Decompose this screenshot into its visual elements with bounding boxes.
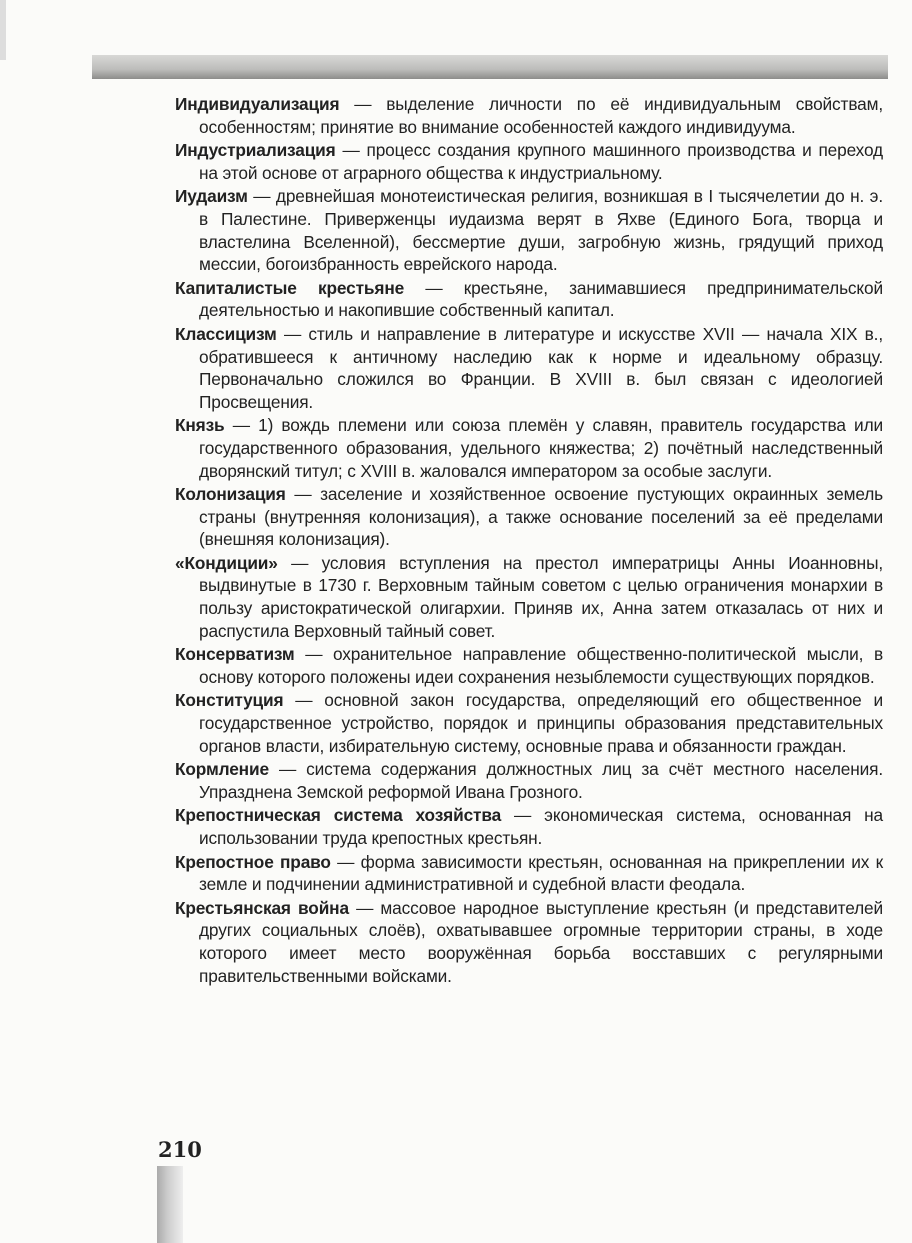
entry-definition: — условия вступления на престол императрицы Анны Иоанновны, выдвинутые в 1730 г. Верховным тайным советом с целью ограничения монархии в пользу аристократической олигархии. Приняв их, Анна затем отказалась от них и распустила Верховный тайный совет. [199, 552, 883, 641]
entry-term: «Кондиции» [175, 552, 278, 573]
entry-term: Индустриализация [175, 140, 336, 161]
entry-term: Классицизм [175, 323, 277, 344]
entry-definition: — выделение личности по её индивидуальным свойствам, особенностям; принятие во внимание особенностей каждого индивидуума. [199, 94, 883, 137]
glossary-entry [175, 758, 883, 803]
entry-term: Кормление [175, 759, 269, 780]
glossary-entry [175, 804, 883, 849]
glossary-entry [175, 897, 883, 987]
entry-term: Крепостническая система хозяйства [175, 805, 502, 826]
glossary-entry [175, 323, 883, 413]
glossary-entry [175, 552, 883, 642]
glossary-entry [175, 139, 883, 184]
entry-term: Князь [175, 415, 225, 436]
entry-term: Крестьянская война [175, 897, 349, 918]
entry-term: Иудаизм [175, 186, 248, 207]
glossary-entry [175, 643, 883, 688]
glossary-entry [175, 185, 883, 275]
page-number: 210 [158, 1137, 202, 1162]
entry-definition: — охранительное направление общественно-политической мысли, в основу которого положены идеи сохранения незыблемости существующих порядков. [199, 644, 883, 687]
entry-term: Консерватизм [175, 644, 295, 665]
entry-term: Крепостное право [175, 851, 331, 872]
entry-definition: — стиль и направление в литературе и искусстве XVII — начала XIX в., обратившееся к античному наследию как к норме и идеальному образцу. Первоначально сложился во Франции. В XVIII в. был связан с идеологией Просвещения. [199, 323, 883, 412]
glossary-entries [175, 93, 883, 988]
scan-edge [0, 0, 6, 60]
entry-definition: — 1) вождь племени или союза племён у славян, правитель государства или государственного образования, удельного княжества; 2) почётный наследственный дворянский титул; с XVIII в. жаловался императором за особые заслуги. [199, 415, 883, 481]
entry-definition: — массовое народное выступление крестьян (и представителей других социальных слоёв), охватывавшее огромные территории страны, в ходе которого имеет место вооружённая борьба восставших с регулярными правительственными войсками. [199, 897, 883, 986]
glossary-entry [175, 483, 883, 551]
entry-definition: — форма зависимости крестьян, основанная на прикреплении их к земле и подчинении административной и судебной власти феодала. [199, 851, 883, 895]
page-gutter-bar [157, 1166, 183, 1243]
entry-definition: — процесс создания крупного машинного производства и переход на этой основе от аграрного общества к индустриальному. [199, 140, 883, 183]
glossary-entry [175, 689, 883, 757]
entry-definition: — система содержания должностных лиц за счёт местного населения. Упразднена Земской реформой Ивана Грозного. [199, 759, 883, 802]
entry-definition: — заселение и хозяйственное освоение пустующих окраинных земель страны (внутренняя колонизация), а также основание поселений за её пределами (внешняя колонизация). [199, 484, 883, 550]
entry-definition: — крестьяне, занимавшиеся предпринимательской деятельностью и накопившие собственный капитал. [199, 277, 883, 321]
glossary-entry [175, 851, 883, 896]
glossary-entry [175, 93, 883, 138]
glossary-entry [175, 277, 883, 322]
entry-term: Индивидуализация [175, 94, 340, 114]
header-band [92, 55, 888, 79]
entry-term: Колонизация [175, 484, 286, 505]
entry-definition: — экономическая система, основанная на использовании труда крепостных крестьян. [199, 805, 883, 848]
entry-definition: — основной закон государства, определяющий его общественное и государственное устройство, порядок и принципы образования представительных органов власти, избирательную систему, основные права и обязанности граждан. [199, 690, 883, 756]
entry-term: Конституция [175, 690, 284, 711]
entry-definition: — древнейшая монотеистическая религия, возникшая в I тысячелетии до н. э. в Палестине. Приверженцы иудаизма верят в Яхве (Единого Бога, творца и властелина Вселенной), бессмертие души, загробную жизнь, грядущий приход мессии, богоизбранность еврейского народа. [199, 186, 883, 275]
glossary-entry [175, 414, 883, 482]
entry-term: Капиталистые крестьяне [175, 277, 405, 298]
